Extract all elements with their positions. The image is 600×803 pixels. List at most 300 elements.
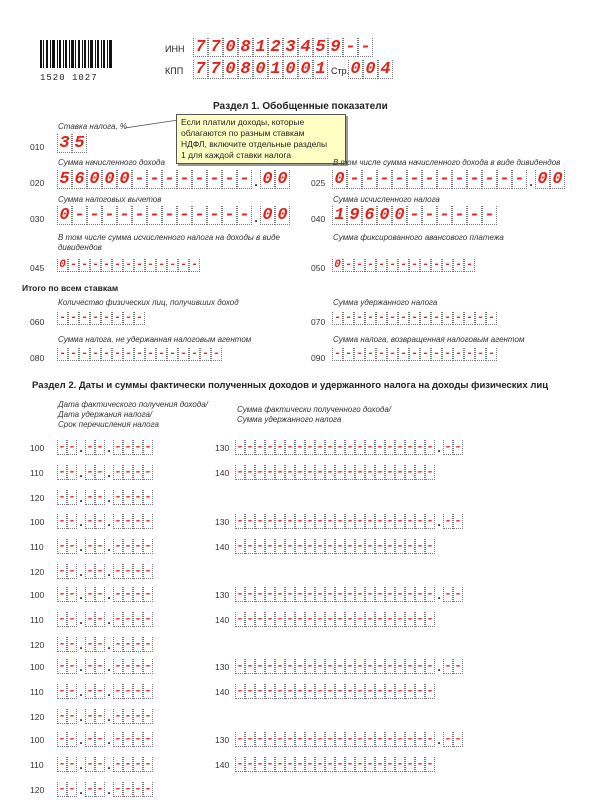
char-cell[interactable]: - xyxy=(58,587,66,601)
date-field[interactable] xyxy=(57,539,153,554)
char-cell[interactable]: 0 xyxy=(253,60,268,79)
persons-count-field[interactable] xyxy=(57,312,145,325)
char-cell[interactable]: - xyxy=(296,465,304,479)
char-cell[interactable]: - xyxy=(386,757,394,771)
char-cell[interactable]: - xyxy=(386,440,394,454)
char-cell[interactable]: 0 xyxy=(260,170,275,189)
char-cell[interactable]: - xyxy=(336,659,344,673)
char-cell[interactable]: 0 xyxy=(392,206,407,225)
char-cell[interactable]: - xyxy=(454,659,462,673)
char-cell[interactable]: - xyxy=(396,587,404,601)
char-cell[interactable]: - xyxy=(426,732,434,746)
char-cell[interactable]: - xyxy=(475,312,486,325)
char-cell[interactable]: - xyxy=(296,612,304,626)
char-cell[interactable]: - xyxy=(416,539,424,553)
char-cell[interactable]: - xyxy=(96,782,104,796)
char-cell[interactable]: - xyxy=(442,348,453,361)
char-cell[interactable]: - xyxy=(124,564,132,578)
char-cell[interactable]: - xyxy=(420,259,431,272)
char-cell[interactable]: - xyxy=(486,348,497,361)
char-cell[interactable]: - xyxy=(376,659,384,673)
char-cell[interactable]: 5 xyxy=(57,170,72,189)
char-cell[interactable]: - xyxy=(454,732,462,746)
char-cell[interactable]: - xyxy=(452,206,467,225)
char-cell[interactable]: - xyxy=(332,312,343,325)
char-cell[interactable]: - xyxy=(416,587,424,601)
char-cell[interactable]: - xyxy=(86,782,94,796)
char-cell[interactable]: - xyxy=(276,612,284,626)
char-cell[interactable]: - xyxy=(58,637,66,651)
date-field[interactable] xyxy=(57,782,153,797)
char-cell[interactable]: - xyxy=(416,440,424,454)
char-cell[interactable]: - xyxy=(256,440,264,454)
char-cell[interactable]: - xyxy=(123,259,134,272)
char-cell[interactable]: - xyxy=(398,312,409,325)
char-cell[interactable]: - xyxy=(356,659,364,673)
char-cell[interactable]: - xyxy=(326,587,334,601)
char-cell[interactable]: - xyxy=(144,514,152,528)
char-cell[interactable]: - xyxy=(144,757,152,771)
char-cell[interactable]: - xyxy=(396,539,404,553)
char-cell[interactable]: - xyxy=(222,206,237,225)
char-cell[interactable]: - xyxy=(256,465,264,479)
char-cell[interactable]: - xyxy=(266,757,274,771)
char-cell[interactable]: - xyxy=(296,514,304,528)
char-cell[interactable]: - xyxy=(343,348,354,361)
char-cell[interactable]: - xyxy=(145,348,156,361)
char-cell[interactable]: - xyxy=(266,612,274,626)
char-cell[interactable]: - xyxy=(356,732,364,746)
char-cell[interactable]: - xyxy=(96,490,104,504)
char-cell[interactable]: - xyxy=(237,206,252,225)
char-cell[interactable]: - xyxy=(326,684,334,698)
char-cell[interactable]: - xyxy=(406,684,414,698)
char-cell[interactable]: - xyxy=(236,684,244,698)
char-cell[interactable]: - xyxy=(336,539,344,553)
char-cell[interactable]: - xyxy=(246,539,254,553)
char-cell[interactable]: - xyxy=(114,782,122,796)
char-cell[interactable]: 0 xyxy=(223,38,238,57)
char-cell[interactable]: - xyxy=(453,259,464,272)
char-cell[interactable]: - xyxy=(326,465,334,479)
char-cell[interactable]: - xyxy=(134,514,142,528)
char-cell[interactable]: - xyxy=(114,514,122,528)
char-cell[interactable]: - xyxy=(386,684,394,698)
char-cell[interactable]: - xyxy=(68,659,76,673)
char-cell[interactable]: - xyxy=(497,170,512,189)
char-cell[interactable]: 0 xyxy=(275,206,290,225)
char-cell[interactable]: - xyxy=(366,732,374,746)
char-cell[interactable]: - xyxy=(96,757,104,771)
char-cell[interactable]: - xyxy=(336,612,344,626)
char-cell[interactable]: - xyxy=(431,259,442,272)
char-cell[interactable]: - xyxy=(236,539,244,553)
withheld-amount-field[interactable] xyxy=(235,612,435,627)
char-cell[interactable]: - xyxy=(86,465,94,479)
char-cell[interactable]: - xyxy=(86,659,94,673)
char-cell[interactable]: 7 xyxy=(193,38,208,57)
char-cell[interactable]: - xyxy=(336,757,344,771)
char-cell[interactable]: - xyxy=(486,312,497,325)
char-cell[interactable]: - xyxy=(68,757,76,771)
char-cell[interactable]: - xyxy=(58,782,66,796)
income-amount-field[interactable] xyxy=(235,440,463,455)
char-cell[interactable]: - xyxy=(365,259,376,272)
char-cell[interactable]: - xyxy=(332,348,343,361)
char-cell[interactable]: - xyxy=(366,757,374,771)
char-cell[interactable]: - xyxy=(358,38,373,57)
withheld-amount-field[interactable] xyxy=(235,757,435,772)
char-cell[interactable]: - xyxy=(114,659,122,673)
char-cell[interactable]: - xyxy=(296,659,304,673)
date-field[interactable] xyxy=(57,612,153,627)
date-field[interactable] xyxy=(57,465,153,480)
char-cell[interactable]: 9 xyxy=(347,206,362,225)
char-cell[interactable]: - xyxy=(431,348,442,361)
char-cell[interactable]: - xyxy=(86,440,94,454)
char-cell[interactable]: - xyxy=(420,348,431,361)
char-cell[interactable]: 1 xyxy=(332,206,347,225)
char-cell[interactable]: 0 xyxy=(332,170,347,189)
char-cell[interactable]: - xyxy=(296,732,304,746)
char-cell[interactable]: - xyxy=(464,348,475,361)
char-cell[interactable]: - xyxy=(366,587,374,601)
char-cell[interactable]: - xyxy=(134,465,142,479)
page-number-field[interactable] xyxy=(348,60,393,79)
char-cell[interactable]: - xyxy=(437,170,452,189)
char-cell[interactable]: - xyxy=(343,38,358,57)
char-cell[interactable]: - xyxy=(177,170,192,189)
char-cell[interactable]: - xyxy=(246,440,254,454)
char-cell[interactable]: - xyxy=(346,732,354,746)
char-cell[interactable]: - xyxy=(68,564,76,578)
char-cell[interactable]: - xyxy=(102,206,117,225)
char-cell[interactable]: - xyxy=(134,348,145,361)
char-cell[interactable]: 0 xyxy=(260,206,275,225)
char-cell[interactable]: - xyxy=(124,514,132,528)
char-cell[interactable]: - xyxy=(326,539,334,553)
char-cell[interactable]: - xyxy=(68,465,76,479)
char-cell[interactable]: - xyxy=(90,312,101,325)
char-cell[interactable]: - xyxy=(444,514,452,528)
char-cell[interactable]: - xyxy=(200,348,211,361)
char-cell[interactable]: - xyxy=(356,684,364,698)
char-cell[interactable]: - xyxy=(144,709,152,723)
withheld-amount-field[interactable] xyxy=(235,684,435,699)
char-cell[interactable]: - xyxy=(409,312,420,325)
char-cell[interactable]: - xyxy=(286,612,294,626)
char-cell[interactable]: - xyxy=(326,440,334,454)
char-cell[interactable]: - xyxy=(296,757,304,771)
char-cell[interactable]: - xyxy=(396,732,404,746)
char-cell[interactable]: - xyxy=(124,612,132,626)
dividend-income-field[interactable] xyxy=(332,170,565,189)
char-cell[interactable]: - xyxy=(58,757,66,771)
char-cell[interactable]: - xyxy=(420,312,431,325)
char-cell[interactable]: - xyxy=(407,206,422,225)
char-cell[interactable]: - xyxy=(336,465,344,479)
char-cell[interactable]: - xyxy=(346,587,354,601)
char-cell[interactable]: - xyxy=(306,612,314,626)
char-cell[interactable]: - xyxy=(58,612,66,626)
char-cell[interactable]: - xyxy=(416,612,424,626)
char-cell[interactable]: - xyxy=(58,709,66,723)
char-cell[interactable]: - xyxy=(58,659,66,673)
char-cell[interactable]: - xyxy=(406,659,414,673)
char-cell[interactable]: - xyxy=(134,312,145,325)
char-cell[interactable]: - xyxy=(276,587,284,601)
char-cell[interactable]: - xyxy=(366,612,374,626)
char-cell[interactable]: - xyxy=(347,170,362,189)
char-cell[interactable]: - xyxy=(286,587,294,601)
char-cell[interactable]: - xyxy=(124,587,132,601)
char-cell[interactable]: - xyxy=(246,465,254,479)
char-cell[interactable]: - xyxy=(114,757,122,771)
inn-field[interactable] xyxy=(193,38,373,57)
char-cell[interactable]: - xyxy=(256,587,264,601)
char-cell[interactable]: - xyxy=(124,539,132,553)
char-cell[interactable]: - xyxy=(112,259,123,272)
char-cell[interactable]: - xyxy=(246,659,254,673)
char-cell[interactable]: - xyxy=(132,206,147,225)
char-cell[interactable]: - xyxy=(86,587,94,601)
date-field[interactable] xyxy=(57,709,153,724)
char-cell[interactable]: - xyxy=(386,514,394,528)
char-cell[interactable]: 4 xyxy=(378,60,393,79)
char-cell[interactable]: - xyxy=(96,465,104,479)
char-cell[interactable]: - xyxy=(366,539,374,553)
income-amount-field[interactable] xyxy=(235,514,463,529)
char-cell[interactable]: - xyxy=(68,587,76,601)
char-cell[interactable]: - xyxy=(147,206,162,225)
char-cell[interactable]: - xyxy=(276,465,284,479)
char-cell[interactable]: - xyxy=(236,587,244,601)
char-cell[interactable]: - xyxy=(454,514,462,528)
char-cell[interactable]: - xyxy=(356,587,364,601)
char-cell[interactable]: - xyxy=(376,465,384,479)
char-cell[interactable]: - xyxy=(306,440,314,454)
income-amount-field[interactable] xyxy=(235,587,463,602)
char-cell[interactable]: - xyxy=(306,587,314,601)
char-cell[interactable]: 0 xyxy=(377,206,392,225)
char-cell[interactable]: - xyxy=(112,312,123,325)
char-cell[interactable]: - xyxy=(134,757,142,771)
withheld-amount-field[interactable] xyxy=(235,465,435,480)
char-cell[interactable]: - xyxy=(124,709,132,723)
char-cell[interactable]: - xyxy=(207,170,222,189)
char-cell[interactable]: - xyxy=(431,312,442,325)
char-cell[interactable]: - xyxy=(87,206,102,225)
char-cell[interactable]: - xyxy=(167,348,178,361)
char-cell[interactable]: - xyxy=(266,732,274,746)
char-cell[interactable]: 7 xyxy=(208,60,223,79)
char-cell[interactable]: - xyxy=(134,637,142,651)
char-cell[interactable]: - xyxy=(326,757,334,771)
char-cell[interactable]: - xyxy=(68,514,76,528)
char-cell[interactable]: - xyxy=(444,732,452,746)
char-cell[interactable]: - xyxy=(286,539,294,553)
char-cell[interactable]: - xyxy=(376,684,384,698)
char-cell[interactable]: - xyxy=(112,348,123,361)
char-cell[interactable]: - xyxy=(123,312,134,325)
char-cell[interactable]: - xyxy=(426,684,434,698)
char-cell[interactable]: - xyxy=(114,684,122,698)
char-cell[interactable]: - xyxy=(114,732,122,746)
char-cell[interactable]: - xyxy=(236,612,244,626)
char-cell[interactable]: - xyxy=(416,659,424,673)
char-cell[interactable]: - xyxy=(406,757,414,771)
char-cell[interactable]: - xyxy=(376,312,387,325)
char-cell[interactable]: - xyxy=(376,259,387,272)
char-cell[interactable]: - xyxy=(101,312,112,325)
char-cell[interactable]: - xyxy=(422,206,437,225)
char-cell[interactable]: - xyxy=(387,259,398,272)
char-cell[interactable]: - xyxy=(68,348,79,361)
char-cell[interactable]: - xyxy=(266,539,274,553)
char-cell[interactable]: - xyxy=(144,782,152,796)
char-cell[interactable]: - xyxy=(96,659,104,673)
char-cell[interactable]: - xyxy=(386,732,394,746)
char-cell[interactable]: - xyxy=(398,348,409,361)
char-cell[interactable]: - xyxy=(96,684,104,698)
char-cell[interactable]: - xyxy=(296,440,304,454)
char-cell[interactable]: 7 xyxy=(208,38,223,57)
char-cell[interactable]: - xyxy=(396,440,404,454)
char-cell[interactable]: - xyxy=(101,259,112,272)
char-cell[interactable]: - xyxy=(144,612,152,626)
char-cell[interactable]: - xyxy=(134,659,142,673)
char-cell[interactable]: - xyxy=(134,564,142,578)
char-cell[interactable]: - xyxy=(124,659,132,673)
char-cell[interactable]: - xyxy=(316,440,324,454)
char-cell[interactable]: - xyxy=(134,539,142,553)
char-cell[interactable]: - xyxy=(316,465,324,479)
char-cell[interactable]: 2 xyxy=(268,38,283,57)
char-cell[interactable]: - xyxy=(96,564,104,578)
char-cell[interactable]: - xyxy=(316,732,324,746)
char-cell[interactable]: 6 xyxy=(362,206,377,225)
char-cell[interactable]: - xyxy=(86,490,94,504)
char-cell[interactable]: - xyxy=(406,539,414,553)
char-cell[interactable]: 4 xyxy=(298,38,313,57)
char-cell[interactable]: - xyxy=(178,259,189,272)
char-cell[interactable]: - xyxy=(306,732,314,746)
char-cell[interactable]: - xyxy=(306,514,314,528)
char-cell[interactable]: - xyxy=(222,170,237,189)
char-cell[interactable]: - xyxy=(266,587,274,601)
char-cell[interactable]: 8 xyxy=(238,60,253,79)
char-cell[interactable]: - xyxy=(144,490,152,504)
char-cell[interactable]: - xyxy=(96,732,104,746)
char-cell[interactable]: - xyxy=(114,539,122,553)
char-cell[interactable]: - xyxy=(256,659,264,673)
char-cell[interactable]: - xyxy=(68,782,76,796)
withheld-tax-field[interactable] xyxy=(332,312,497,325)
char-cell[interactable]: - xyxy=(316,757,324,771)
char-cell[interactable]: - xyxy=(398,259,409,272)
char-cell[interactable]: - xyxy=(426,514,434,528)
char-cell[interactable]: - xyxy=(286,440,294,454)
char-cell[interactable]: - xyxy=(326,732,334,746)
char-cell[interactable]: - xyxy=(296,539,304,553)
char-cell[interactable]: - xyxy=(86,612,94,626)
char-cell[interactable]: - xyxy=(58,440,66,454)
char-cell[interactable]: - xyxy=(482,170,497,189)
char-cell[interactable]: - xyxy=(356,757,364,771)
char-cell[interactable]: - xyxy=(192,170,207,189)
char-cell[interactable]: - xyxy=(454,587,462,601)
char-cell[interactable]: 5 xyxy=(313,38,328,57)
char-cell[interactable]: - xyxy=(316,684,324,698)
char-cell[interactable]: - xyxy=(336,587,344,601)
char-cell[interactable]: - xyxy=(236,440,244,454)
char-cell[interactable]: - xyxy=(376,539,384,553)
char-cell[interactable]: 0 xyxy=(57,206,72,225)
char-cell[interactable]: 0 xyxy=(87,170,102,189)
char-cell[interactable]: - xyxy=(442,259,453,272)
char-cell[interactable]: - xyxy=(134,490,142,504)
char-cell[interactable]: - xyxy=(156,259,167,272)
not-withheld-field[interactable] xyxy=(57,348,222,361)
char-cell[interactable]: - xyxy=(68,440,76,454)
char-cell[interactable]: - xyxy=(454,440,462,454)
char-cell[interactable]: - xyxy=(162,206,177,225)
char-cell[interactable]: - xyxy=(58,465,66,479)
char-cell[interactable]: - xyxy=(207,206,222,225)
char-cell[interactable]: - xyxy=(396,465,404,479)
char-cell[interactable]: - xyxy=(58,564,66,578)
char-cell[interactable]: - xyxy=(79,259,90,272)
char-cell[interactable]: - xyxy=(114,587,122,601)
char-cell[interactable]: - xyxy=(144,587,152,601)
char-cell[interactable]: - xyxy=(256,612,264,626)
tax-rate-field[interactable] xyxy=(57,134,87,153)
char-cell[interactable]: - xyxy=(58,490,66,504)
char-cell[interactable]: - xyxy=(365,348,376,361)
char-cell[interactable]: - xyxy=(79,312,90,325)
char-cell[interactable]: 0 xyxy=(57,259,68,272)
char-cell[interactable]: - xyxy=(442,312,453,325)
date-field[interactable] xyxy=(57,732,153,747)
char-cell[interactable]: - xyxy=(386,539,394,553)
char-cell[interactable]: - xyxy=(236,514,244,528)
char-cell[interactable]: - xyxy=(306,684,314,698)
char-cell[interactable]: - xyxy=(144,564,152,578)
char-cell[interactable]: - xyxy=(124,732,132,746)
char-cell[interactable]: 3 xyxy=(283,38,298,57)
date-field[interactable] xyxy=(57,440,153,455)
kpp-field[interactable] xyxy=(193,60,328,79)
char-cell[interactable]: - xyxy=(467,206,482,225)
char-cell[interactable]: - xyxy=(306,465,314,479)
char-cell[interactable]: - xyxy=(123,348,134,361)
char-cell[interactable]: - xyxy=(452,170,467,189)
char-cell[interactable]: - xyxy=(396,684,404,698)
char-cell[interactable]: - xyxy=(58,684,66,698)
char-cell[interactable]: - xyxy=(396,612,404,626)
char-cell[interactable]: - xyxy=(266,684,274,698)
char-cell[interactable]: 0 xyxy=(275,170,290,189)
char-cell[interactable]: - xyxy=(387,312,398,325)
char-cell[interactable]: 0 xyxy=(348,60,363,79)
char-cell[interactable]: - xyxy=(162,170,177,189)
char-cell[interactable]: - xyxy=(437,206,452,225)
char-cell[interactable]: - xyxy=(144,637,152,651)
char-cell[interactable]: - xyxy=(316,659,324,673)
char-cell[interactable]: - xyxy=(416,732,424,746)
char-cell[interactable]: - xyxy=(316,539,324,553)
char-cell[interactable]: - xyxy=(144,465,152,479)
